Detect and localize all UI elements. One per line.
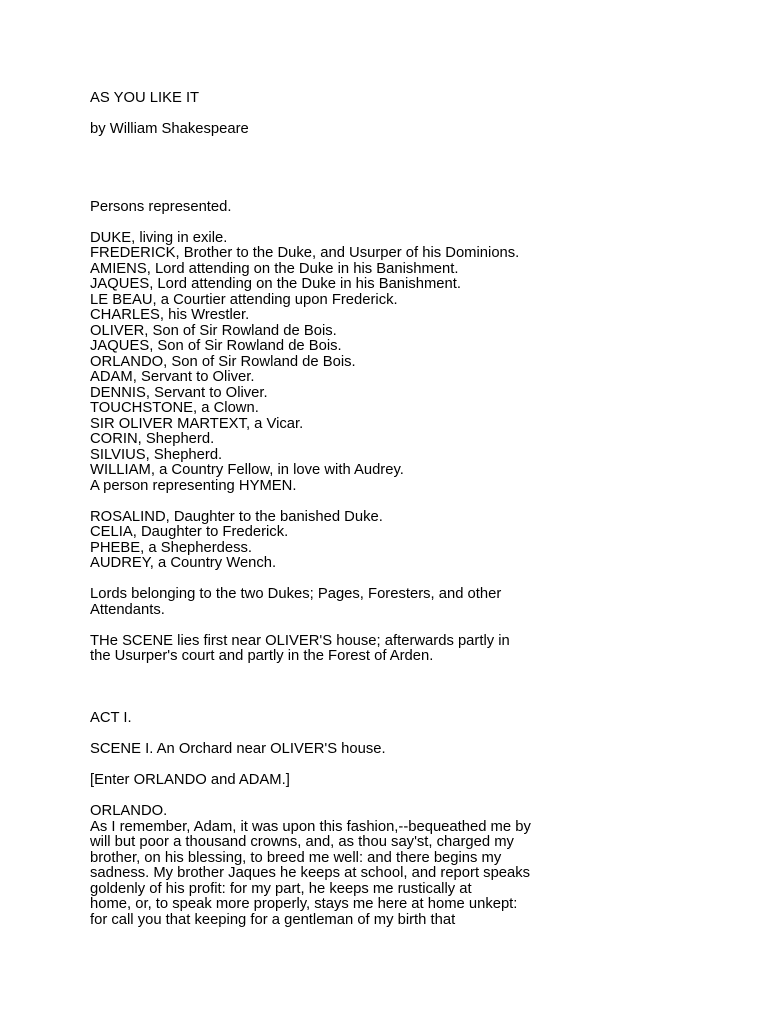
cast-entry: AUDREY, a Country Wench. [90, 555, 277, 571]
document-byline: by William Shakespeare [90, 121, 249, 137]
speech-line: will but poor a thousand crowns, and, as thou say'st, charged my [90, 834, 514, 850]
attendants-note-line: Lords belonging to the two Dukes; Pages, Foresters, and other [90, 586, 502, 602]
speech-line: home, or, to speak more properly, stays me here at home unkept: [90, 896, 518, 912]
cast-entry: DENNIS, Servant to Oliver. [90, 384, 268, 401]
scene-note [90, 634, 768, 665]
attendants-note [90, 587, 768, 618]
cast-entry: JAQUES, Son of Sir Rowland de Bois. [90, 338, 342, 354]
cast-entry: ROSALIND, Daughter to the banished Duke. [90, 508, 383, 525]
cast-entry: SIR OLIVER MARTEXT, a Vicar. [90, 415, 304, 432]
speech-line: for call you that keeping for a gentleman of my birth that [90, 911, 456, 928]
cast-entry: LE BEAU, a Courtier attending upon Frederick. [90, 291, 398, 308]
cast-entry: WILLIAM, a Country Fellow, in love with Audrey. [90, 462, 404, 478]
speech-block [90, 804, 768, 928]
cast-list-women [90, 510, 768, 572]
act-heading: ACT I. [90, 710, 132, 726]
cast-entry: CHARLES, his Wrestler. [90, 307, 250, 323]
scene-note-line: THe SCENE lies first near OLIVER'S house; afterwards partly in [90, 632, 510, 649]
cast-entry: DUKE, living in exile. [90, 229, 228, 246]
document-title: AS YOU LIKE IT [90, 90, 200, 106]
stage-direction: [Enter ORLANDO and ADAM.] [90, 772, 290, 788]
speaker-name: ORLANDO. [90, 803, 168, 819]
cast-entry: FREDERICK, Brother to the Duke, and Usurper of his Dominions. [90, 245, 520, 261]
scene-note-line: the Usurper's court and partly in the Forest of Arden. [90, 648, 434, 664]
cast-list [90, 231, 768, 495]
cast-entry: PHEBE, a Shepherdess. [90, 539, 253, 556]
speech-line: As I remember, Adam, it was upon this fashion,--bequeathed me by [90, 818, 531, 835]
cast-entry: SILVIUS, Shepherd. [90, 446, 223, 463]
cast-entry: A person representing HYMEN. [90, 477, 297, 494]
scene-heading: SCENE I. An Orchard near OLIVER'S house. [90, 741, 386, 757]
speech-line: goldenly of his profit: for my part, he keeps me rustically at [90, 880, 472, 897]
cast-entry: ORLANDO, Son of Sir Rowland de Bois. [90, 353, 356, 370]
persons-heading: Persons represented. [90, 198, 232, 215]
cast-entry: ADAM, Servant to Oliver. [90, 369, 255, 385]
attendants-note-line: Attendants. [90, 601, 165, 618]
cast-entry: CORIN, Shepherd. [90, 431, 215, 447]
cast-entry: TOUCHSTONE, a Clown. [90, 400, 259, 416]
speech-line: brother, on his blessing, to breed me well: and there begins my [90, 849, 502, 866]
cast-entry: AMIENS, Lord attending on the Duke in his Banishment. [90, 260, 459, 277]
cast-entry: OLIVER, Son of Sir Rowland de Bois. [90, 322, 337, 339]
speech-line: sadness. My brother Jaques he keeps at school, and report speaks [90, 865, 531, 881]
cast-entry: CELIA, Daughter to Frederick. [90, 524, 289, 540]
cast-entry: JAQUES, Lord attending on the Duke in his Banishment. [90, 276, 461, 292]
